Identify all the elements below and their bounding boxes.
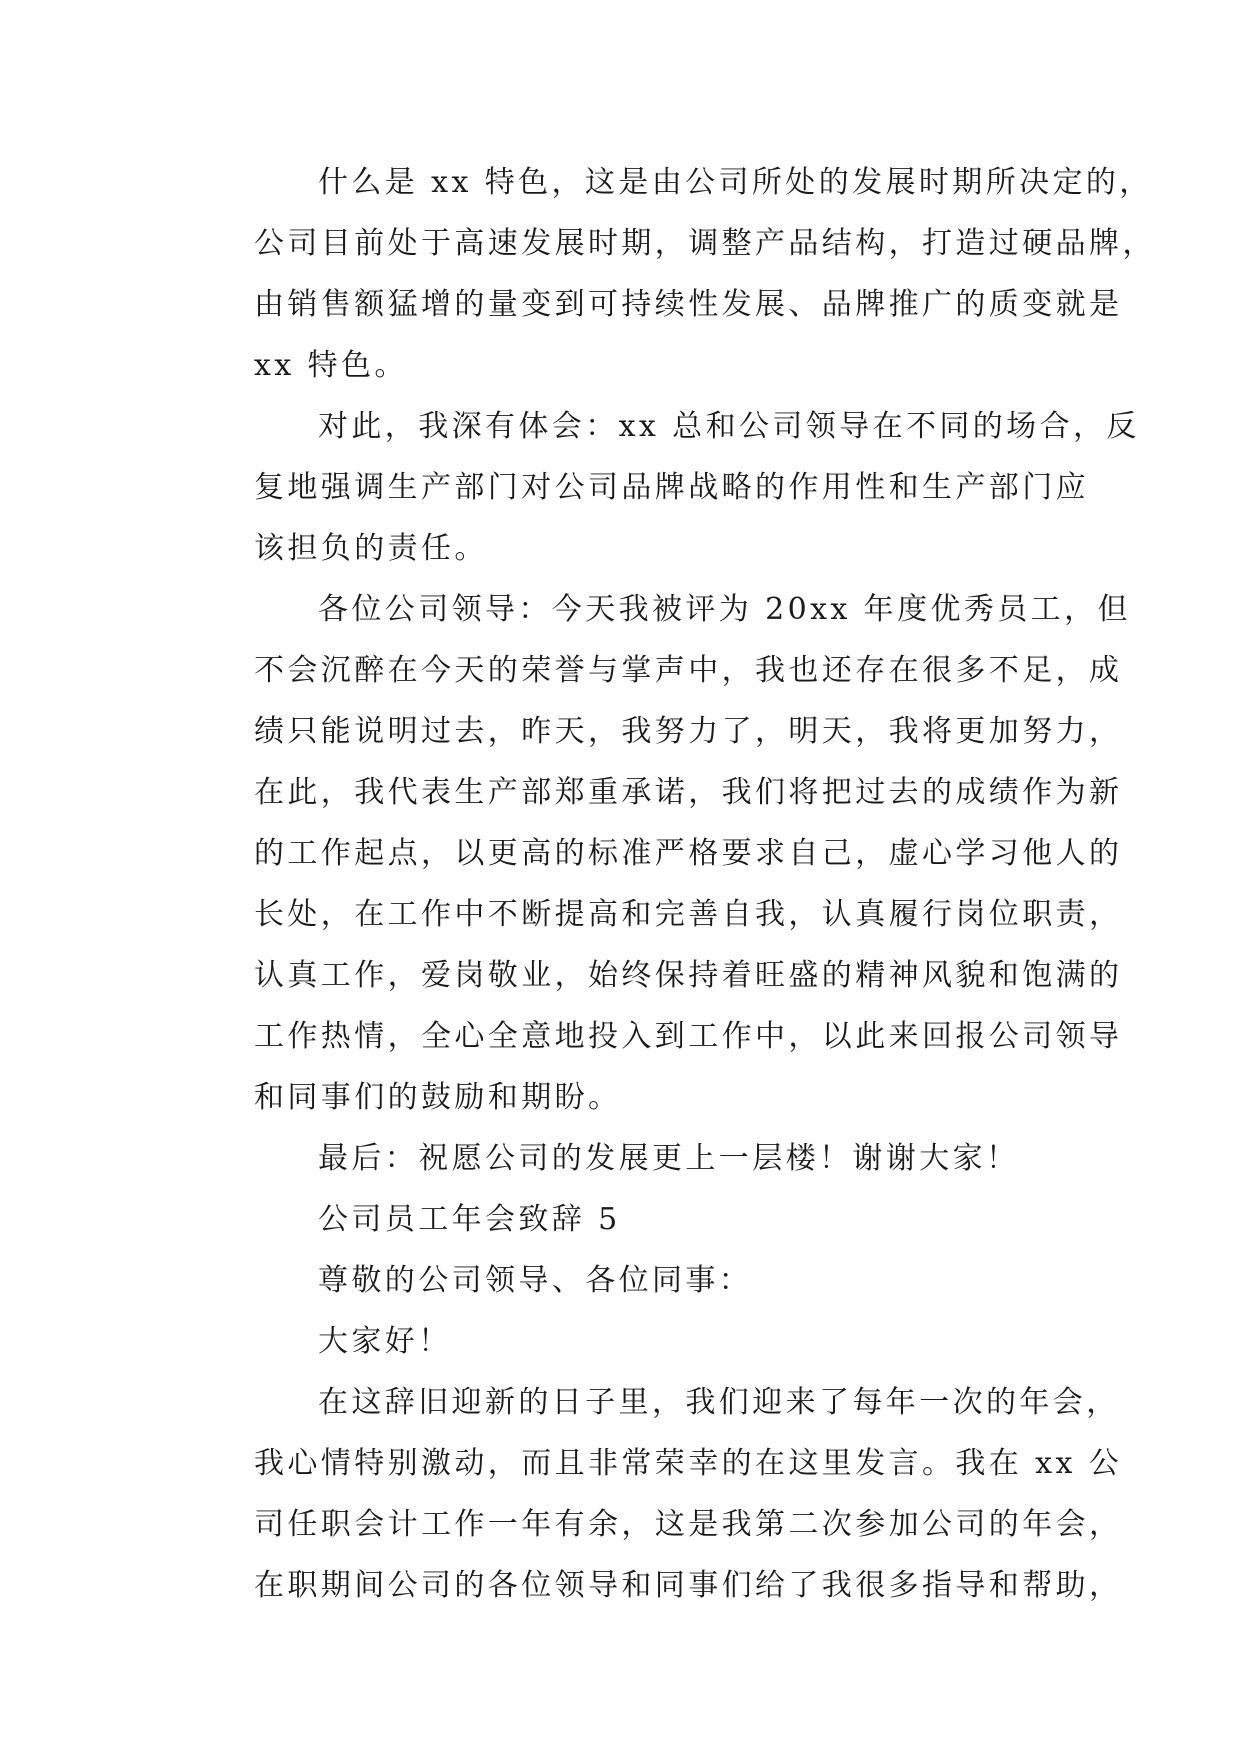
text-line: 司任职会计工作一年有余，这是我第二次参加公司的年会， [254,1507,1123,1542]
text-line: 长处，在工作中不断提高和完善自我，认真履行岗位职责， [254,897,1123,932]
text-line: 公司目前处于高速发展时期，调整产品结构，打造过硬品牌， [254,226,1156,261]
paragraph-commitment [190,579,1131,1128]
text-line: 工作热情，全心全意地投入到工作中，以此来回报公司领导 [254,1019,1123,1054]
paragraph-closing [190,1128,1070,1189]
paragraph-experience [190,396,1140,579]
paragraph-new-year [190,1372,1123,1616]
document-body [190,152,1156,1616]
text-line: 在此，我代表生产部郑重承诺，我们将把过去的成绩作为新 [254,775,1123,810]
text-line: 该担负的责任。 [254,531,488,566]
text-line: 各位公司领导：今天我被评为 20xx 年度优秀员工，但 [318,592,1131,627]
text-line: 什么是 xx 特色，这是由公司所处的发展时期所决定的， [318,165,1153,200]
text-line: 的工作起点，以更高的标准严格要求自己，虚心学习他人的 [254,836,1123,871]
text-line: 对此，我深有体会：xx 总和公司领导在不同的场合，反 [318,409,1140,444]
text-line: 大家好！ [318,1324,452,1359]
text-line: 绩只能说明过去，昨天，我努力了，明天，我将更加努力， [254,714,1123,749]
salutation [190,1250,1070,1311]
text-line: 认真工作，爱岗敬业，始终保持着旺盛的精神风貌和饱满的 [254,958,1123,993]
text-line: 由销售额猛增的量变到可持续性发展、品牌推广的质变就是 [254,287,1123,322]
section-title: 公司员工年会致辞 5 [318,1202,621,1237]
text-line: 尊敬的公司领导、各位同事： [318,1263,753,1298]
text-line: 在这辞旧迎新的日子里，我们迎来了每年一次的年会， [318,1385,1120,1420]
section-heading [190,1189,1070,1250]
text-line: 和同事们的鼓励和期盼。 [254,1080,622,1115]
greeting [190,1311,1070,1372]
text-line: xx 特色。 [254,348,408,383]
paragraph-xx-features [190,152,1156,396]
text-line: 我心情特别激动，而且非常荣幸的在这里发言。我在 xx 公 [254,1446,1123,1481]
text-line: 最后：祝愿公司的发展更上一层楼！谢谢大家！ [318,1141,1020,1176]
text-line: 在职期间公司的各位领导和同事们给了我很多指导和帮助， [254,1568,1123,1603]
text-line: 不会沉醉在今天的荣誉与掌声中，我也还存在很多不足，成 [254,653,1123,688]
text-line: 复地强调生产部门对公司品牌战略的作用性和生产部门应 [254,470,1089,505]
